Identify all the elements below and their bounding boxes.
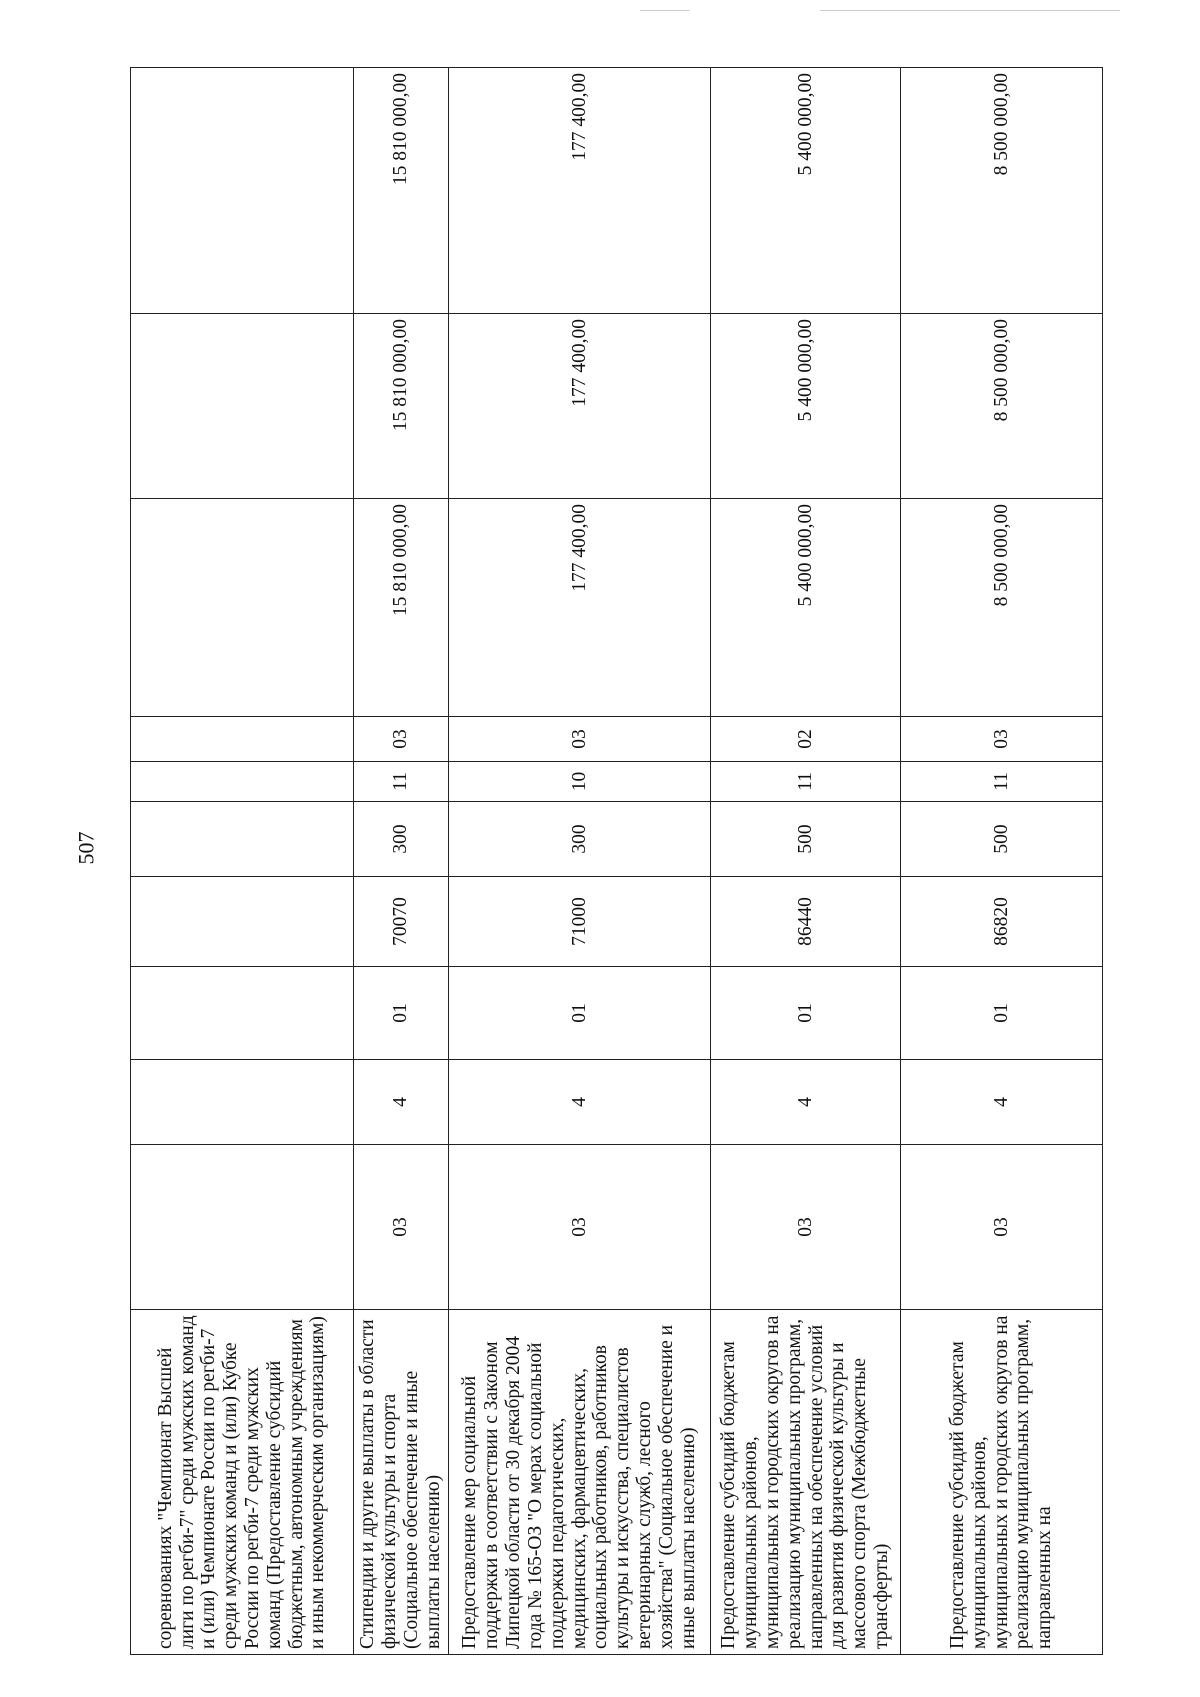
cell-pp: 01 bbox=[711, 967, 901, 1060]
table-row bbox=[131, 68, 354, 1655]
rotated-table-container bbox=[130, 68, 1102, 1655]
cell-sum-1 bbox=[131, 499, 354, 717]
cell-csr: 86820 bbox=[901, 877, 1103, 967]
cell-gr: 03 bbox=[449, 1145, 711, 1310]
cell-pr: 03 bbox=[449, 717, 711, 762]
cell-ppp: 4 bbox=[711, 1060, 901, 1145]
page-number: 507 bbox=[73, 831, 99, 865]
row-description: Предоставление субсидий бюджетам муниципальных районов, муниципальных и городских округов на реализацию муниципальных программ, направленных на обеспечение условий для развития физической культуры и массового спорта (Межбюджетные трансферты) bbox=[711, 1310, 901, 1655]
cell-rz bbox=[131, 762, 354, 802]
cell-sum-3 bbox=[131, 68, 354, 314]
cell-sum-1: 177 400,00 bbox=[449, 499, 711, 717]
cell-gr: 03 bbox=[901, 1145, 1103, 1310]
cell-vr bbox=[131, 802, 354, 877]
cell-sum-1: 15 810 000,00 bbox=[354, 499, 449, 717]
cell-rz: 11 bbox=[711, 762, 901, 802]
cell-vr: 300 bbox=[354, 802, 449, 877]
table-row bbox=[449, 68, 711, 1655]
cell-ppp: 4 bbox=[354, 1060, 449, 1145]
cell-pp: 01 bbox=[449, 967, 711, 1060]
cell-vr: 500 bbox=[901, 802, 1103, 877]
cell-sum-3: 177 400,00 bbox=[449, 68, 711, 314]
row-description: соревнованиях "Чемпионат Высшей лиги по регби-7" среди мужских команд и (или) Чемпионате России по регби-7 среди мужских команд и (или) Кубке России по регби-7 среди мужских команд (Предоставление субсидий бюджетным, автономным учреждениям и иным некоммерческим организациям) bbox=[131, 1310, 354, 1655]
row-description: Предоставление субсидий бюджетам муниципальных районов, муниципальных и городских округов на реализацию муниципальных программ, направленных на bbox=[901, 1310, 1103, 1655]
cell-pr bbox=[131, 717, 354, 762]
budget-table-frame bbox=[130, 68, 1102, 1655]
cell-pp bbox=[131, 967, 354, 1060]
cell-sum-1: 8 500 000,00 bbox=[901, 499, 1103, 717]
cell-gr: 03 bbox=[711, 1145, 901, 1310]
cell-sum-3: 8 500 000,00 bbox=[901, 68, 1103, 314]
cell-sum-2 bbox=[131, 314, 354, 499]
row-description: Стипендии и другие выплаты в области физической культуры и спорта (Социальное обеспечение и иные выплаты населению) bbox=[354, 1310, 449, 1655]
cell-pp: 01 bbox=[901, 967, 1103, 1060]
scan-mark-top bbox=[640, 10, 690, 11]
cell-gr bbox=[131, 1145, 354, 1310]
cell-csr: 70070 bbox=[354, 877, 449, 967]
cell-ppp bbox=[131, 1060, 354, 1145]
cell-rz: 11 bbox=[354, 762, 449, 802]
cell-gr: 03 bbox=[354, 1145, 449, 1310]
budget-table bbox=[130, 67, 1103, 1655]
cell-vr: 300 bbox=[449, 802, 711, 877]
cell-sum-3: 5 400 000,00 bbox=[711, 68, 901, 314]
cell-vr: 500 bbox=[711, 802, 901, 877]
cell-sum-2: 5 400 000,00 bbox=[711, 314, 901, 499]
cell-pr: 03 bbox=[354, 717, 449, 762]
cell-rz: 11 bbox=[901, 762, 1103, 802]
cell-ppp: 4 bbox=[901, 1060, 1103, 1145]
cell-pr: 02 bbox=[711, 717, 901, 762]
cell-sum-1: 5 400 000,00 bbox=[711, 499, 901, 717]
cell-csr: 86440 bbox=[711, 877, 901, 967]
cell-ppp: 4 bbox=[449, 1060, 711, 1145]
table-row bbox=[711, 68, 901, 1655]
cell-csr: 71000 bbox=[449, 877, 711, 967]
table-row bbox=[354, 68, 449, 1655]
row-description: Предоставление мер социальной поддержки в соответствии с Законом Липецкой области от 30 декабря 2004 года № 165-ОЗ "О мерах социальной поддержки педагогических, медицинских, фармацевтических, социальных работников, работников культуры и искусства, специалистов ветеринарных служб, лесного хозяйства" (Социальное обеспечение и иные выплаты населению) bbox=[449, 1310, 711, 1655]
cell-pr: 03 bbox=[901, 717, 1103, 762]
cell-csr bbox=[131, 877, 354, 967]
cell-sum-2: 8 500 000,00 bbox=[901, 314, 1103, 499]
cell-sum-2: 15 810 000,00 bbox=[354, 314, 449, 499]
cell-sum-2: 177 400,00 bbox=[449, 314, 711, 499]
cell-pp: 01 bbox=[354, 967, 449, 1060]
scan-mark-top-right bbox=[820, 10, 1120, 11]
cell-rz: 10 bbox=[449, 762, 711, 802]
cell-sum-3: 15 810 000,00 bbox=[354, 68, 449, 314]
table-row bbox=[901, 68, 1103, 1655]
